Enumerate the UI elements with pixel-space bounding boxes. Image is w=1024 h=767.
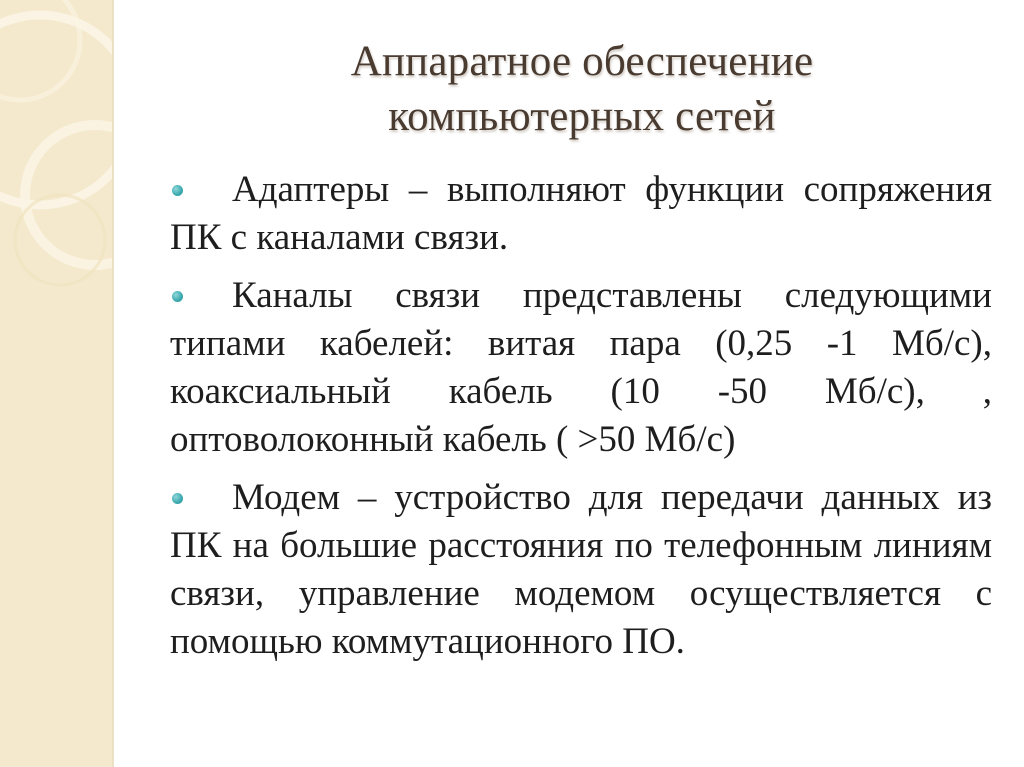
bullet-text-channels: Каналы связи представлены следующими типами кабелей: витая пара (0,25 -1 Мб/с), коаксиальный кабель (10 -50 Мб/с), , оптоволоконный кабель ( >50 Мб/с) <box>170 275 992 460</box>
teal-dot-icon <box>172 493 183 504</box>
slide-title-line-1: Аппаратное обеспечение <box>350 38 814 85</box>
ring-ornament-icon <box>0 0 112 767</box>
bullet-item-channels <box>170 272 992 464</box>
bullet-text-modem: Модем – устройство для передачи данных из ПК на большие расстояния по телефонным линиям связи, управление модемом осуществляется с помощью коммутационного ПО. <box>170 477 992 662</box>
teal-dot-icon <box>172 185 183 196</box>
bullet-list <box>170 166 992 676</box>
teal-dot-icon <box>172 291 183 302</box>
bullet-text-adapters: Адаптеры – выполняют функции сопряжения ПК с каналами связи. <box>170 169 992 258</box>
slide-title-line-2: компьютерных сетей <box>388 93 776 140</box>
bullet-item-modem <box>170 474 992 666</box>
bullet-item-adapters <box>170 166 992 262</box>
slide-title <box>170 34 994 144</box>
decorative-side-band <box>0 0 112 767</box>
side-band-edge <box>112 0 114 767</box>
